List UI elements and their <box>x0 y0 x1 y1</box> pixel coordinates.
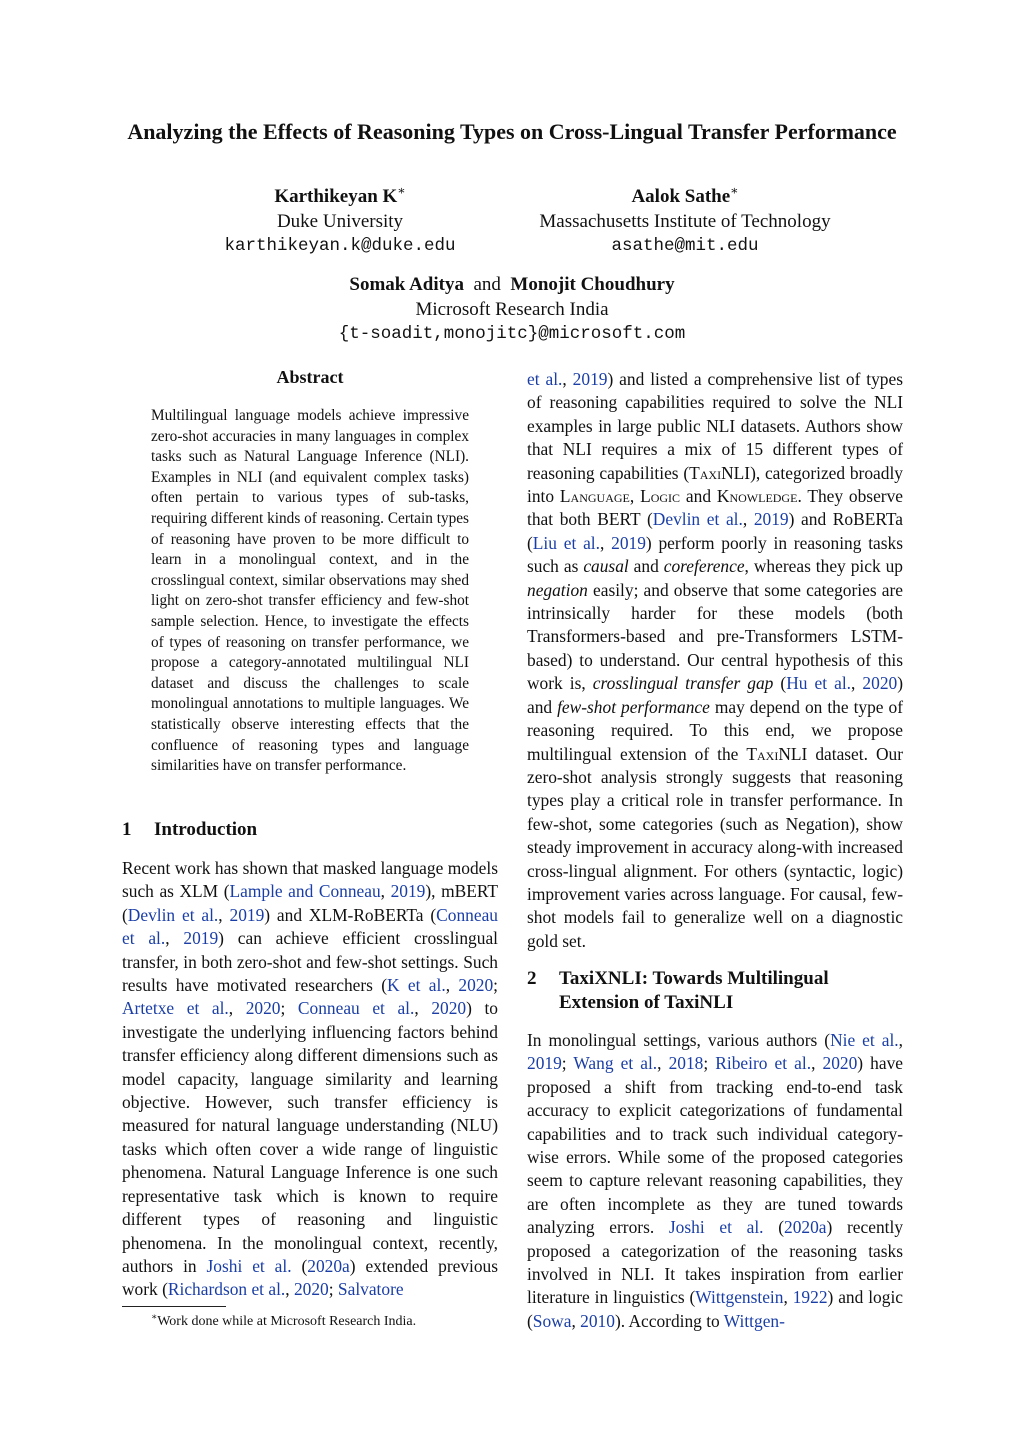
text: ( <box>291 1255 308 1276</box>
footnote-text: Work done while at Microsoft Research India. <box>157 1314 417 1329</box>
section-title-line1: TaxiXNLI: Towards Multilingual <box>559 968 829 989</box>
citation-link[interactable]: 2019 <box>229 904 265 925</box>
text: ) perform poorly in reasoning tasks such as <box>527 532 903 577</box>
text: , <box>414 998 432 1019</box>
author-email: asathe@mit.edu <box>611 236 759 256</box>
author-name: Aalok Sathe <box>631 186 731 207</box>
text: ; <box>328 1279 338 1300</box>
citation-link[interactable]: Lample and Conneau <box>229 881 381 902</box>
author-name: Monojit Choudhury <box>510 274 675 295</box>
abstract-heading: Abstract <box>276 367 344 387</box>
text: ). According to <box>614 1310 724 1331</box>
citation-link[interactable]: K et al. <box>387 975 446 996</box>
citation-link[interactable]: 2019 <box>753 509 789 530</box>
emphasis: coreference <box>663 556 745 577</box>
author-affiliation: Microsoft Research India <box>415 299 609 320</box>
text: In monolingual settings, various authors ( <box>527 1030 831 1050</box>
citation-link[interactable]: Devlin et al. <box>652 509 743 530</box>
text: ) and RoBERTa ( <box>527 509 903 553</box>
citation-link[interactable]: 1922 <box>792 1287 828 1308</box>
citation-link[interactable]: Salvatore <box>337 1279 404 1300</box>
citation-link[interactable]: et al. <box>527 369 563 389</box>
citation-link[interactable]: Devlin et al. <box>127 904 219 925</box>
citation-link[interactable]: 2010 <box>580 1310 615 1331</box>
citation-link[interactable]: 2020 <box>245 998 281 1019</box>
section-title-line2: Extension of TaxiNLI <box>559 992 734 1013</box>
text: ; <box>493 975 498 996</box>
citation-link[interactable]: 2020 <box>293 1279 329 1300</box>
citation-link[interactable]: Wang et al. <box>573 1053 658 1074</box>
footnote <box>151 1313 416 1331</box>
citation-link[interactable]: Wittgen- <box>723 1310 785 1331</box>
text: , <box>380 881 391 902</box>
citation-link[interactable]: 2019 <box>527 1053 562 1074</box>
emphasis: causal <box>583 556 629 577</box>
citation-link[interactable]: 2020a <box>784 1217 827 1238</box>
citation-link[interactable]: Hu et al. <box>786 673 852 694</box>
text: ), categorized broadly into <box>527 462 903 507</box>
citation-link[interactable]: 2019 <box>183 928 219 949</box>
text: , <box>599 532 612 553</box>
citation-link[interactable]: 2019 <box>390 881 426 902</box>
paper-title: Analyzing the Effects of Reasoning Types on Cross-Lingual Transfer Performance <box>127 119 897 144</box>
citation-link[interactable]: Wittgenstein <box>695 1287 784 1308</box>
text: ) extended previous work ( <box>122 1255 499 1300</box>
text: ) and XLM-RoBERTa ( <box>264 904 437 925</box>
citation-link[interactable]: Conneau et al. <box>122 904 498 949</box>
footnote-mark: ∗ <box>730 183 739 198</box>
text: dataset. Our zero-shot analysis strongly suggests that reasoning types play a critical role in transfer performance. In few-shot, some categories (such as Negation), show steady improvement in accuracy along-with increased cross-lingual alignment. For others (syntactic, logic) improvement varies across language. For causal, few-shot models fail to generalize well on a diagnostic gold set. <box>527 743 903 951</box>
citation-link[interactable]: 2020a <box>307 1255 350 1276</box>
introduction-paragraph-continued <box>527 368 903 953</box>
text: , <box>783 1287 793 1308</box>
section2-paragraph <box>527 1029 903 1333</box>
category-name: Knowledge <box>716 486 798 507</box>
footnote-divider <box>122 1306 226 1307</box>
text: , <box>165 928 184 949</box>
abstract-text: Multilingual language models achieve impressive zero-shot accuracies in many languages in complex tasks such as Natural Language Inference (NLI). Examples in NLI (and equivalent complex tasks) often pertain to various types of sub-tasks, requiring different kinds of reasoning. Certain types of reasoning have proven to be more difficult to learn in a monolingual context, and in the crosslingual context, similar observations may shed light on zero-shot transfer efficiency and few-shot sample selection. Hence, to investigate the effects of types of reasoning on transfer performance, we propose a category-annotated multilingual NLI dataset and discuss the challenges to scale monolingual annotations to multiple languages. We statistically observe interesting effects that the confluence of reasoning types and language similarities have on transfer performance. <box>151 407 469 775</box>
author-affiliation: Duke University <box>276 211 404 232</box>
text: , <box>898 1030 903 1050</box>
citation-link[interactable]: 2020 <box>862 673 898 694</box>
citation-link[interactable]: 2020 <box>822 1053 858 1074</box>
text: , <box>445 975 459 996</box>
text: , <box>571 1310 581 1331</box>
author-and: and <box>473 274 501 295</box>
text: , <box>657 1053 669 1074</box>
text: and <box>680 486 717 507</box>
citation-link[interactable]: 2019 <box>611 532 646 553</box>
citation-link[interactable]: Conneau et al. <box>297 998 415 1019</box>
citation-link[interactable]: Richardson et al. <box>167 1279 286 1300</box>
text: may depend on the type of reasoning required. To this end, we propose multilingual extension of the <box>527 696 903 764</box>
text: ) can achieve efficient crosslingual transfer, in both zero-shot and few-shot settings. Such results have motivated researchers ( <box>122 928 498 996</box>
text: ) have proposed a shift from tracking end-to-end task accuracy to explicit categorizations of fundamental capabilities and to track such individual category-wise errors. While some of the proposed categories seem to capture relevant reasoning capabilities, they are often incomplete as they are tuned towards analyzing errors. <box>527 1053 903 1238</box>
text: ; <box>280 998 298 1019</box>
text: ), mBERT ( <box>122 881 499 925</box>
author-name: Karthikeyan K <box>274 186 398 207</box>
text: ) recently proposed a categorization of the reasoning tasks involved in NLI. It takes inspiration from earlier literature in linguistics ( <box>527 1217 904 1308</box>
text: easily; and observe that some categories are intrinsically harder for these models (both Transformers-based and pre-Transformers LSTM-based) to understand. Our central hypothesis of this work is, <box>527 579 903 694</box>
introduction-paragraph <box>122 857 498 1302</box>
author-name: Somak Aditya <box>349 274 464 295</box>
citation-link[interactable]: Liu et al. <box>532 532 600 553</box>
dataset-name: TaxiNLI <box>746 743 808 764</box>
section-number: 1 <box>122 819 132 840</box>
text: , <box>742 509 754 530</box>
text: ) and <box>527 673 903 717</box>
text: ( <box>763 1217 785 1238</box>
author-block-1 <box>180 184 500 259</box>
text: , <box>851 673 863 694</box>
section-title: Introduction <box>154 819 258 840</box>
text: , <box>285 1279 294 1300</box>
section-heading <box>527 967 907 1015</box>
citation-link[interactable]: Ribeiro et al. <box>715 1053 812 1074</box>
footnote-mark: ∗ <box>397 183 406 198</box>
text: ) and listed a comprehensive list of types of reasoning capabilities required to solve the NLI examples in large public NLI datasets. Authors show that NLI requires a mix of 15 different types of reasoning capabilities ( <box>527 369 903 483</box>
citation-link[interactable]: Nie et al. <box>830 1030 899 1050</box>
category-name: Logic <box>640 486 681 507</box>
dataset-name: TaxiNLI <box>689 462 751 483</box>
text: , whereas they pick up <box>744 556 904 577</box>
text: Recent work has shown that masked language models such as XLM ( <box>122 858 498 902</box>
citation-link[interactable]: Sowa <box>532 1310 572 1331</box>
footnote-mark: ∗ <box>151 1311 158 1322</box>
emphasis: few-shot performance <box>557 696 710 717</box>
author-block-3 <box>250 272 774 347</box>
text: ; <box>561 1053 574 1074</box>
author-email: {t-soadit,monojitc}@microsoft.com <box>338 324 686 344</box>
emphasis: negation <box>527 579 588 600</box>
citation-link[interactable]: Artetxe et al. <box>122 998 229 1019</box>
citation-link[interactable]: 2020 <box>431 998 467 1019</box>
author-affiliation: Massachusetts Institute of Technology <box>539 211 831 232</box>
text: ) to investigate the underlying influencing factors behind transfer efficiency along different dimensions such as model capacity, language similarity and learning objective. However, such transfer efficiency is measured for natural language understanding (NLU) tasks which often cover a wide range of linguistic phenomena. Natural Language Inference is one such representative task which is known to require different types of reasoning and linguistic phenomena. In the monolingual context, recently, authors in <box>122 998 498 1276</box>
author-block-2 <box>520 184 850 259</box>
text: and <box>628 556 664 577</box>
text: ( <box>773 673 787 694</box>
citation-link[interactable]: 2018 <box>668 1053 704 1074</box>
citation-link[interactable]: 2019 <box>572 369 608 389</box>
text: , <box>811 1053 823 1074</box>
author-email: karthikeyan.k@duke.edu <box>224 236 456 256</box>
citation-link[interactable]: 2020 <box>458 975 494 996</box>
citation-link[interactable]: Joshi et al. <box>668 1217 764 1238</box>
text: ; <box>703 1053 716 1074</box>
text: . They observe that both BERT ( <box>527 486 904 530</box>
emphasis: crosslingual transfer gap <box>592 673 774 694</box>
section-number: 2 <box>527 968 537 989</box>
section-heading <box>122 818 257 842</box>
text: , <box>218 904 230 925</box>
text: , <box>629 486 641 507</box>
text: , <box>562 369 573 389</box>
category-name: Language <box>559 486 630 507</box>
citation-link[interactable]: Joshi et al. <box>206 1255 292 1276</box>
text: ) and logic ( <box>527 1287 903 1331</box>
text: , <box>228 998 246 1019</box>
